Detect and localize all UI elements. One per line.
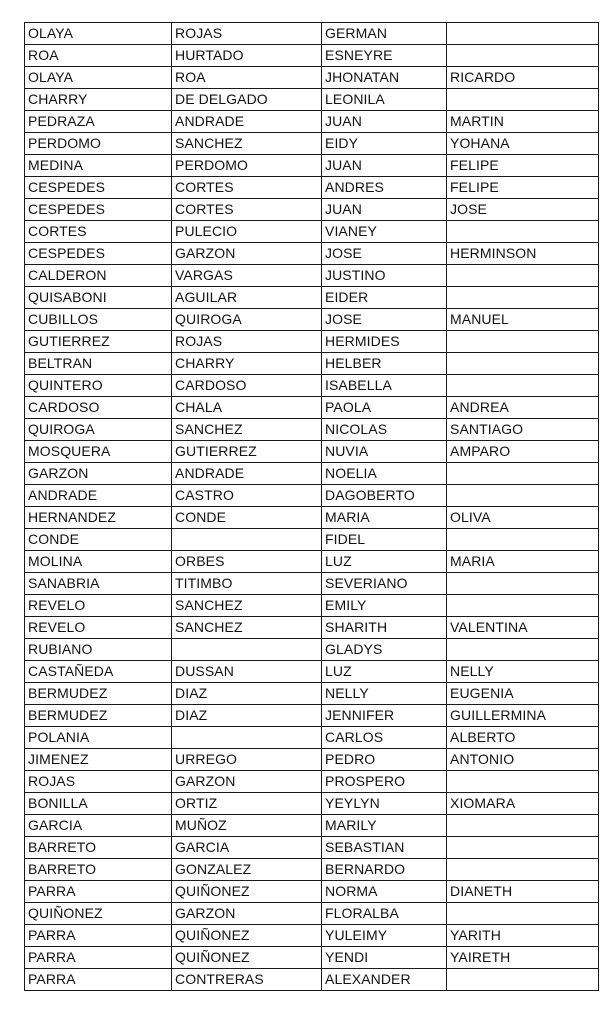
first-name-cell: JOSE xyxy=(322,243,447,265)
second-name-cell xyxy=(447,45,599,67)
table-row xyxy=(25,749,599,771)
table-row xyxy=(25,727,599,749)
second-surname-cell: SANCHEZ xyxy=(172,617,322,639)
second-name-cell: MARIA xyxy=(447,551,599,573)
second-name-cell: VALENTINA xyxy=(447,617,599,639)
table-row xyxy=(25,111,599,133)
first-name-cell: LEONILA xyxy=(322,89,447,111)
table-row xyxy=(25,45,599,67)
second-name-cell: OLIVA xyxy=(447,507,599,529)
first-surname-cell: OLAYA xyxy=(25,67,172,89)
second-surname-cell: PULECIO xyxy=(172,221,322,243)
first-name-cell: JUAN xyxy=(322,155,447,177)
first-name-cell: NORMA xyxy=(322,881,447,903)
second-surname-cell: ANDRADE xyxy=(172,111,322,133)
second-name-cell: RICARDO xyxy=(447,67,599,89)
second-name-cell xyxy=(447,573,599,595)
second-name-cell xyxy=(447,771,599,793)
first-surname-cell: HERNANDEZ xyxy=(25,507,172,529)
first-surname-cell: CESPEDES xyxy=(25,243,172,265)
first-name-cell: ALEXANDER xyxy=(322,969,447,991)
second-name-cell: YOHANA xyxy=(447,133,599,155)
first-surname-cell: CESPEDES xyxy=(25,177,172,199)
first-surname-cell: MOSQUERA xyxy=(25,441,172,463)
second-name-cell xyxy=(447,331,599,353)
second-surname-cell: ROA xyxy=(172,67,322,89)
first-surname-cell: GUTIERREZ xyxy=(25,331,172,353)
names-sheet xyxy=(24,22,598,991)
names-table-body xyxy=(25,23,599,991)
first-surname-cell: BARRETO xyxy=(25,859,172,881)
second-name-cell: SANTIAGO xyxy=(447,419,599,441)
second-surname-cell: VARGAS xyxy=(172,265,322,287)
first-name-cell: JUAN xyxy=(322,199,447,221)
first-surname-cell: BARRETO xyxy=(25,837,172,859)
table-row xyxy=(25,573,599,595)
second-surname-cell: QUIROGA xyxy=(172,309,322,331)
first-name-cell: SEVERIANO xyxy=(322,573,447,595)
table-row xyxy=(25,89,599,111)
first-name-cell: YULEIMY xyxy=(322,925,447,947)
first-name-cell: EIDY xyxy=(322,133,447,155)
first-surname-cell: BERMUDEZ xyxy=(25,683,172,705)
first-surname-cell: MOLINA xyxy=(25,551,172,573)
first-name-cell: CARLOS xyxy=(322,727,447,749)
table-row xyxy=(25,683,599,705)
second-surname-cell: DIAZ xyxy=(172,705,322,727)
first-name-cell: JOSE xyxy=(322,309,447,331)
second-name-cell: GUILLERMINA xyxy=(447,705,599,727)
table-row xyxy=(25,595,599,617)
second-surname-cell: SANCHEZ xyxy=(172,133,322,155)
second-surname-cell: QUIÑONEZ xyxy=(172,881,322,903)
second-surname-cell xyxy=(172,639,322,661)
first-surname-cell: CORTES xyxy=(25,221,172,243)
second-surname-cell: GARZON xyxy=(172,771,322,793)
table-row xyxy=(25,859,599,881)
table-row xyxy=(25,551,599,573)
first-name-cell: JUAN xyxy=(322,111,447,133)
table-row xyxy=(25,23,599,45)
table-row xyxy=(25,903,599,925)
first-name-cell: NICOLAS xyxy=(322,419,447,441)
first-name-cell: JUSTINO xyxy=(322,265,447,287)
table-row xyxy=(25,881,599,903)
second-name-cell: HERMINSON xyxy=(447,243,599,265)
first-name-cell: LUZ xyxy=(322,551,447,573)
second-surname-cell: CORTES xyxy=(172,177,322,199)
second-name-cell xyxy=(447,903,599,925)
table-row xyxy=(25,309,599,331)
table-row xyxy=(25,199,599,221)
second-surname-cell: SANCHEZ xyxy=(172,595,322,617)
table-row xyxy=(25,639,599,661)
second-surname-cell: GONZALEZ xyxy=(172,859,322,881)
second-surname-cell: GUTIERREZ xyxy=(172,441,322,463)
second-name-cell: MANUEL xyxy=(447,309,599,331)
second-name-cell: ANTONIO xyxy=(447,749,599,771)
first-name-cell: SHARITH xyxy=(322,617,447,639)
second-name-cell xyxy=(447,639,599,661)
first-surname-cell: QUIROGA xyxy=(25,419,172,441)
table-row xyxy=(25,441,599,463)
first-name-cell: NELLY xyxy=(322,683,447,705)
first-surname-cell: ROJAS xyxy=(25,771,172,793)
first-name-cell: LUZ xyxy=(322,661,447,683)
first-surname-cell: CESPEDES xyxy=(25,199,172,221)
table-row xyxy=(25,463,599,485)
second-name-cell: AMPARO xyxy=(447,441,599,463)
first-surname-cell: BERMUDEZ xyxy=(25,705,172,727)
second-surname-cell: ORBES xyxy=(172,551,322,573)
second-surname-cell: ROJAS xyxy=(172,331,322,353)
first-name-cell: MARILY xyxy=(322,815,447,837)
first-surname-cell: REVELO xyxy=(25,617,172,639)
second-name-cell xyxy=(447,287,599,309)
second-surname-cell: GARZON xyxy=(172,243,322,265)
second-name-cell xyxy=(447,89,599,111)
first-surname-cell: GARZON xyxy=(25,463,172,485)
second-name-cell: FELIPE xyxy=(447,155,599,177)
second-surname-cell: HURTADO xyxy=(172,45,322,67)
table-row xyxy=(25,507,599,529)
second-name-cell: NELLY xyxy=(447,661,599,683)
first-surname-cell: REVELO xyxy=(25,595,172,617)
first-surname-cell: PERDOMO xyxy=(25,133,172,155)
second-name-cell xyxy=(447,595,599,617)
second-surname-cell: GARZON xyxy=(172,903,322,925)
table-row xyxy=(25,969,599,991)
first-surname-cell: SANABRIA xyxy=(25,573,172,595)
first-surname-cell: PARRA xyxy=(25,881,172,903)
first-name-cell: EIDER xyxy=(322,287,447,309)
second-name-cell xyxy=(447,859,599,881)
first-name-cell: MARIA xyxy=(322,507,447,529)
first-name-cell: PEDRO xyxy=(322,749,447,771)
names-table xyxy=(24,22,599,991)
second-surname-cell: GARCIA xyxy=(172,837,322,859)
table-row xyxy=(25,947,599,969)
first-name-cell: FLORALBA xyxy=(322,903,447,925)
first-name-cell: ISABELLA xyxy=(322,375,447,397)
first-surname-cell: BONILLA xyxy=(25,793,172,815)
first-surname-cell: CASTAÑEDA xyxy=(25,661,172,683)
first-surname-cell: RUBIANO xyxy=(25,639,172,661)
second-name-cell: FELIPE xyxy=(447,177,599,199)
table-row xyxy=(25,397,599,419)
first-surname-cell: QUIÑONEZ xyxy=(25,903,172,925)
first-name-cell: ANDRES xyxy=(322,177,447,199)
second-name-cell: ANDREA xyxy=(447,397,599,419)
second-name-cell: XIOMARA xyxy=(447,793,599,815)
first-surname-cell: PARRA xyxy=(25,969,172,991)
first-name-cell: SEBASTIAN xyxy=(322,837,447,859)
first-surname-cell: QUINTERO xyxy=(25,375,172,397)
first-name-cell: PROSPERO xyxy=(322,771,447,793)
first-surname-cell: POLANIA xyxy=(25,727,172,749)
first-surname-cell: QUISABONI xyxy=(25,287,172,309)
first-surname-cell: CARDOSO xyxy=(25,397,172,419)
first-name-cell: JHONATAN xyxy=(322,67,447,89)
first-name-cell: ESNEYRE xyxy=(322,45,447,67)
second-surname-cell: QUIÑONEZ xyxy=(172,925,322,947)
first-surname-cell: CHARRY xyxy=(25,89,172,111)
first-surname-cell: JIMENEZ xyxy=(25,749,172,771)
table-row xyxy=(25,265,599,287)
first-name-cell: VIANEY xyxy=(322,221,447,243)
second-surname-cell: DIAZ xyxy=(172,683,322,705)
first-name-cell: HERMIDES xyxy=(322,331,447,353)
first-surname-cell: CALDERON xyxy=(25,265,172,287)
table-row xyxy=(25,177,599,199)
second-name-cell: YAIRETH xyxy=(447,947,599,969)
second-name-cell xyxy=(447,463,599,485)
first-surname-cell: ROA xyxy=(25,45,172,67)
first-name-cell: NUVIA xyxy=(322,441,447,463)
second-surname-cell xyxy=(172,727,322,749)
second-name-cell xyxy=(447,815,599,837)
first-name-cell: YEYLYN xyxy=(322,793,447,815)
table-row xyxy=(25,221,599,243)
second-name-cell: YARITH xyxy=(447,925,599,947)
second-surname-cell: CONDE xyxy=(172,507,322,529)
table-row xyxy=(25,155,599,177)
table-row xyxy=(25,925,599,947)
second-surname-cell: DUSSAN xyxy=(172,661,322,683)
second-surname-cell: CHALA xyxy=(172,397,322,419)
second-name-cell: ALBERTO xyxy=(447,727,599,749)
table-row xyxy=(25,419,599,441)
second-surname-cell: URREGO xyxy=(172,749,322,771)
second-name-cell xyxy=(447,265,599,287)
first-name-cell: DAGOBERTO xyxy=(322,485,447,507)
second-surname-cell: ROJAS xyxy=(172,23,322,45)
second-surname-cell: ANDRADE xyxy=(172,463,322,485)
table-row xyxy=(25,375,599,397)
second-name-cell xyxy=(447,375,599,397)
second-name-cell xyxy=(447,485,599,507)
second-surname-cell: TITIMBO xyxy=(172,573,322,595)
second-surname-cell: CHARRY xyxy=(172,353,322,375)
second-surname-cell: AGUILAR xyxy=(172,287,322,309)
first-surname-cell: BELTRAN xyxy=(25,353,172,375)
first-surname-cell: PEDRAZA xyxy=(25,111,172,133)
table-row xyxy=(25,617,599,639)
first-surname-cell: CUBILLOS xyxy=(25,309,172,331)
first-name-cell: GERMAN xyxy=(322,23,447,45)
second-surname-cell: MUÑOZ xyxy=(172,815,322,837)
table-row xyxy=(25,287,599,309)
table-row xyxy=(25,331,599,353)
first-surname-cell: CONDE xyxy=(25,529,172,551)
table-row xyxy=(25,793,599,815)
table-row xyxy=(25,133,599,155)
second-name-cell xyxy=(447,837,599,859)
table-row xyxy=(25,705,599,727)
first-surname-cell: ANDRADE xyxy=(25,485,172,507)
second-name-cell xyxy=(447,23,599,45)
table-row xyxy=(25,661,599,683)
first-name-cell: PAOLA xyxy=(322,397,447,419)
table-row xyxy=(25,815,599,837)
second-surname-cell: QUIÑONEZ xyxy=(172,947,322,969)
table-row xyxy=(25,353,599,375)
first-name-cell: FIDEL xyxy=(322,529,447,551)
first-surname-cell: PARRA xyxy=(25,947,172,969)
first-name-cell: HELBER xyxy=(322,353,447,375)
first-name-cell: BERNARDO xyxy=(322,859,447,881)
second-surname-cell: CASTRO xyxy=(172,485,322,507)
first-surname-cell: MEDINA xyxy=(25,155,172,177)
table-row xyxy=(25,243,599,265)
second-surname-cell: ORTIZ xyxy=(172,793,322,815)
second-surname-cell: CONTRERAS xyxy=(172,969,322,991)
second-name-cell xyxy=(447,969,599,991)
table-row xyxy=(25,837,599,859)
second-surname-cell: CORTES xyxy=(172,199,322,221)
second-name-cell: EUGENIA xyxy=(447,683,599,705)
table-row xyxy=(25,529,599,551)
first-surname-cell: OLAYA xyxy=(25,23,172,45)
first-surname-cell: PARRA xyxy=(25,925,172,947)
second-surname-cell: SANCHEZ xyxy=(172,419,322,441)
first-name-cell: JENNIFER xyxy=(322,705,447,727)
table-row xyxy=(25,67,599,89)
table-row xyxy=(25,485,599,507)
second-surname-cell xyxy=(172,529,322,551)
second-surname-cell: CARDOSO xyxy=(172,375,322,397)
second-name-cell xyxy=(447,529,599,551)
second-name-cell xyxy=(447,221,599,243)
first-name-cell: GLADYS xyxy=(322,639,447,661)
first-name-cell: NOELIA xyxy=(322,463,447,485)
second-name-cell: MARTIN xyxy=(447,111,599,133)
first-name-cell: EMILY xyxy=(322,595,447,617)
first-surname-cell: GARCIA xyxy=(25,815,172,837)
table-row xyxy=(25,771,599,793)
second-name-cell: JOSE xyxy=(447,199,599,221)
first-name-cell: YENDI xyxy=(322,947,447,969)
second-name-cell: DIANETH xyxy=(447,881,599,903)
second-surname-cell: PERDOMO xyxy=(172,155,322,177)
second-surname-cell: DE DELGADO xyxy=(172,89,322,111)
second-name-cell xyxy=(447,353,599,375)
